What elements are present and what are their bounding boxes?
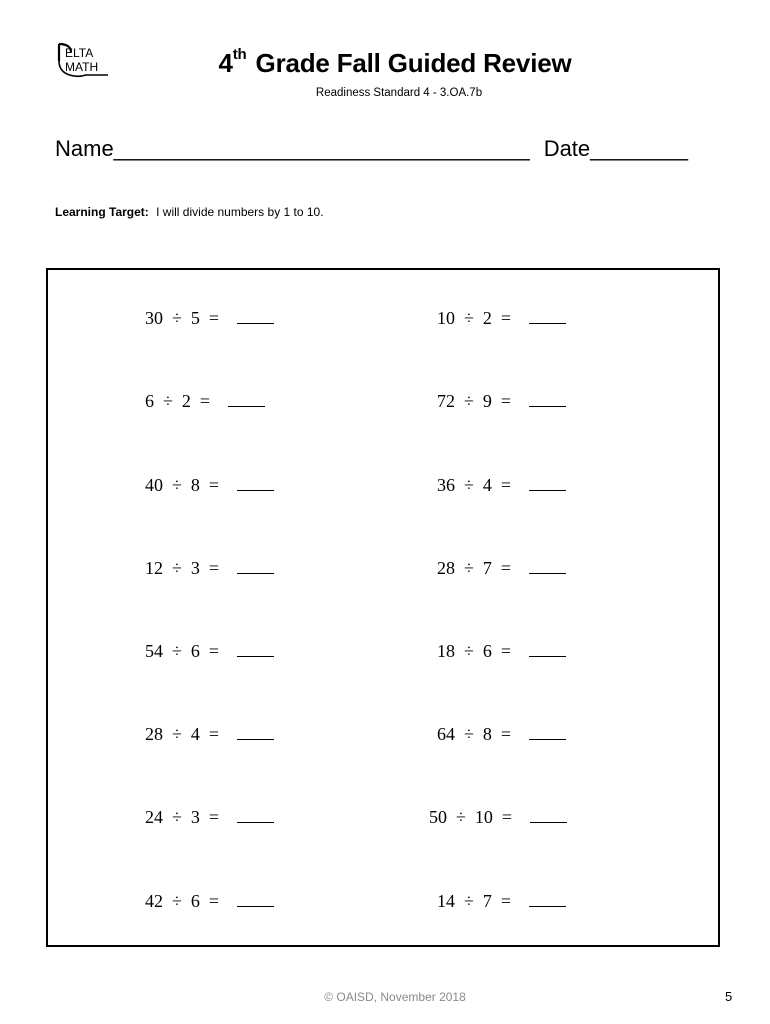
equals-sign: = [500, 308, 512, 328]
page-subtitle: Readiness Standard 4 - 3.OA.7b [315, 87, 483, 99]
learning-target-label: Learning Target: [55, 205, 149, 219]
learning-target [55, 205, 324, 219]
divisor: 6 [190, 641, 200, 661]
answer-blank[interactable] [237, 892, 274, 907]
equals-sign: = [208, 641, 220, 661]
divide-sign: ÷ [172, 807, 182, 827]
page-number: 5 [725, 989, 733, 1004]
answer-blank[interactable] [529, 476, 566, 491]
divide-sign: ÷ [464, 724, 474, 744]
division-problem [145, 558, 274, 579]
divide-sign: ÷ [172, 641, 182, 661]
equals-sign: = [500, 891, 512, 911]
dividend: 40 [145, 475, 163, 495]
equals-sign: = [500, 475, 512, 495]
answer-blank[interactable] [529, 392, 566, 407]
division-problem [145, 724, 274, 745]
equals-sign: = [500, 641, 512, 661]
divide-sign: ÷ [464, 558, 474, 578]
equals-sign: = [208, 475, 220, 495]
logo-text-top: ELTA [65, 46, 94, 60]
dividend: 42 [145, 891, 163, 911]
divisor: 5 [190, 308, 200, 328]
divisor: 8 [190, 475, 200, 495]
equals-sign: = [208, 891, 220, 911]
divisor: 6 [482, 641, 492, 661]
division-problem [145, 891, 274, 912]
equals-sign: = [500, 391, 512, 411]
date-field[interactable]: Date________ [543, 136, 689, 161]
answer-blank[interactable] [529, 725, 566, 740]
division-problem [145, 391, 265, 412]
dividend: 50 [429, 807, 447, 827]
divisor: 8 [482, 724, 492, 744]
divide-sign: ÷ [163, 391, 173, 411]
dividend: 6 [145, 391, 154, 411]
division-problem [437, 475, 566, 496]
divisor: 9 [482, 391, 492, 411]
divisor: 7 [482, 891, 492, 911]
answer-blank[interactable] [529, 892, 566, 907]
name-date-row [55, 136, 735, 162]
divide-sign: ÷ [464, 475, 474, 495]
problems-box [46, 268, 720, 947]
division-problem [437, 391, 566, 412]
answer-blank[interactable] [529, 309, 566, 324]
dividend: 36 [437, 475, 455, 495]
footer-copyright: © OAISD, November 2018 [324, 990, 466, 1004]
divisor: 4 [190, 724, 200, 744]
divide-sign: ÷ [464, 391, 474, 411]
division-problem [437, 308, 566, 329]
divide-sign: ÷ [456, 807, 466, 827]
division-problem [145, 641, 274, 662]
division-problem [437, 558, 566, 579]
dividend: 24 [145, 807, 163, 827]
equals-sign: = [500, 724, 512, 744]
divide-sign: ÷ [172, 724, 182, 744]
dividend: 10 [437, 308, 455, 328]
equals-sign: = [208, 308, 220, 328]
equals-sign: = [199, 391, 211, 411]
divide-sign: ÷ [172, 475, 182, 495]
title-text: Grade Fall Guided Review [248, 48, 572, 78]
dividend: 72 [437, 391, 455, 411]
answer-blank[interactable] [237, 808, 274, 823]
equals-sign: = [501, 807, 513, 827]
dividend: 30 [145, 308, 163, 328]
equals-sign: = [208, 724, 220, 744]
page-title [0, 48, 770, 79]
answer-blank[interactable] [237, 725, 274, 740]
answer-blank[interactable] [237, 559, 274, 574]
equals-sign: = [500, 558, 512, 578]
division-problem [145, 308, 274, 329]
divisor: 2 [181, 391, 191, 411]
dividend: 54 [145, 641, 163, 661]
answer-blank[interactable] [529, 559, 566, 574]
divide-sign: ÷ [464, 308, 474, 328]
answer-blank[interactable] [530, 808, 567, 823]
answer-blank[interactable] [237, 642, 274, 657]
divisor: 4 [482, 475, 492, 495]
division-problem [437, 641, 566, 662]
dividend: 28 [145, 724, 163, 744]
division-problem [429, 807, 567, 828]
equals-sign: = [208, 807, 220, 827]
dividend: 18 [437, 641, 455, 661]
learning-target-text: I will divide numbers by 1 to 10. [156, 205, 324, 219]
divisor: 3 [190, 558, 200, 578]
dividend: 12 [145, 558, 163, 578]
logo-text-bottom: MATH [65, 60, 99, 74]
divide-sign: ÷ [172, 558, 182, 578]
answer-blank[interactable] [228, 392, 265, 407]
divisor: 7 [482, 558, 492, 578]
division-problem [145, 475, 274, 496]
division-problem [437, 891, 566, 912]
name-field[interactable]: Name__________________________________ [55, 136, 530, 161]
divide-sign: ÷ [172, 308, 182, 328]
title-superscript: th [232, 46, 247, 63]
division-problem [437, 724, 566, 745]
divide-sign: ÷ [172, 891, 182, 911]
dividend: 14 [437, 891, 455, 911]
divisor: 6 [190, 891, 200, 911]
answer-blank[interactable] [237, 476, 274, 491]
title-grade: 4 [218, 48, 233, 78]
answer-blank[interactable] [529, 642, 566, 657]
divide-sign: ÷ [464, 641, 474, 661]
answer-blank[interactable] [237, 309, 274, 324]
divisor: 10 [474, 807, 493, 827]
divisor: 3 [190, 807, 200, 827]
dividend: 64 [437, 724, 455, 744]
equals-sign: = [208, 558, 220, 578]
dividend: 28 [437, 558, 455, 578]
divide-sign: ÷ [464, 891, 474, 911]
divisor: 2 [482, 308, 492, 328]
division-problem [145, 807, 274, 828]
